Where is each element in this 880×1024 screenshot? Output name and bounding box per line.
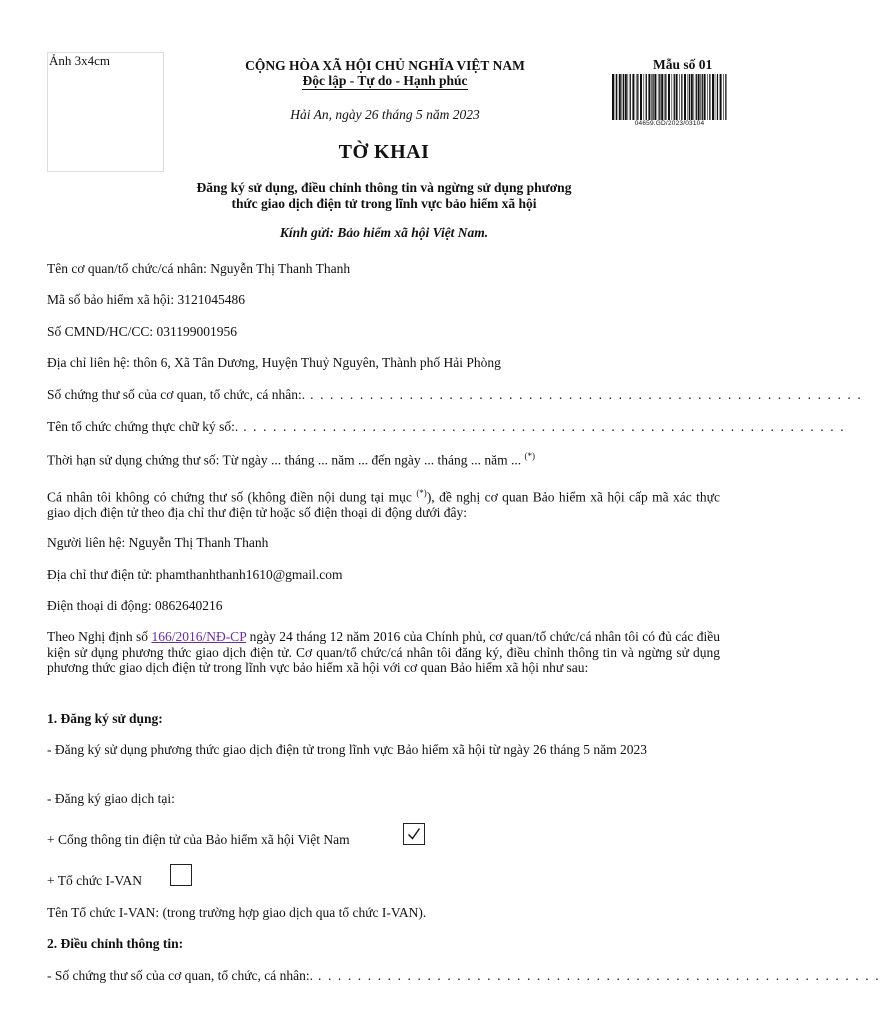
document-title: TỜ KHAI [338, 141, 430, 163]
barcode [611, 74, 728, 120]
barcode-number: 04659.GD/2023/03104 [634, 120, 705, 127]
checkmark-icon [406, 826, 422, 842]
section-2-heading: 2. Điều chỉnh thông tin: [47, 936, 184, 951]
decree-link[interactable]: 166/2016/NĐ-CP [151, 629, 247, 644]
cert-period-field [47, 451, 720, 469]
ivan-name: Tên Tổ chức I-VAN: (trong trường hợp giao dịch qua tổ chức I-VAN). [47, 905, 427, 920]
no-cert-note-mark: (*) [416, 488, 427, 498]
decree-paragraph [47, 629, 720, 676]
portal-checkbox[interactable] [403, 823, 425, 845]
addressee: Kính gửi: Bảo hiểm xã hội Việt Nam. [279, 225, 489, 240]
no-cert-note-b: ), đề nghị cơ quan Bảo hiểm xã hội cấp mã xác thực giao dịch điện tử theo địa chỉ thư điện tử hoặc số điện thoại di động dưới đây: [47, 489, 720, 520]
cert-org-dots: . . . . . . . . . . . . . . . . . . . . . . . . . . . . . . . . . . . . . . . . . . . . . . . . . . . . . . . . . . . . . [238, 419, 846, 434]
motto: Độc lập - Tự do - Hạnh phúc [302, 73, 468, 88]
contact-phone: Điện thoại di động: 0862640216 [47, 598, 223, 613]
motto-wrap [200, 73, 570, 89]
section-2-cert-field [47, 968, 880, 984]
section-1-heading: 1. Đăng ký sử dụng: [47, 711, 163, 726]
form-code: Mẫu số 01 [653, 57, 713, 72]
option-portal-label: + Cổng thông tin điện tử của Bảo hiểm xã hội Việt Nam [47, 832, 350, 847]
cert-number-dots: . . . . . . . . . . . . . . . . . . . . . . . . . . . . . . . . . . . . . . . . . . . . . . . . . . . . . . . . [305, 387, 863, 402]
cert-org-label: Tên tổ chức chứng thực chữ ký số:. [47, 419, 239, 434]
photo-label: Ảnh 3x4cm [49, 53, 111, 68]
cert-number-label: Số chứng thư số của cơ quan, tổ chức, cá nhân:. [47, 387, 306, 402]
cert-number-field [47, 387, 863, 403]
subtitle-line-2: thức giao dịch điện tử trong lĩnh vực bảo hiểm xã hội [231, 196, 537, 211]
address-field: Địa chỉ liên hệ: thôn 6, Xã Tân Dương, Huyện Thuỷ Nguyên, Thành phố Hải Phòng [47, 355, 501, 370]
subtitle-line-1: Đăng ký sử dụng, điều chỉnh thông tin và ngừng sử dụng phương [196, 180, 572, 195]
id-number-field: Số CMND/HC/CC: 031199001956 [47, 324, 238, 339]
contact-person: Người liên hệ: Nguyễn Thị Thanh Thanh [47, 535, 269, 550]
section-2-cert-label: - Số chứng thư số của cơ quan, tổ chức, cá nhân:. [47, 968, 314, 983]
ivan-checkbox[interactable] [170, 864, 192, 886]
cert-period-mark: (*) [524, 451, 535, 461]
cert-period-text: Thời hạn sử dụng chứng thư số: Từ ngày ... tháng ... năm ... đến ngày ... tháng ... năm ... [47, 452, 522, 468]
decree-before: Theo Nghị định số [47, 629, 152, 644]
cert-org-field [47, 419, 846, 435]
option-ivan-label: + Tổ chức I-VAN [47, 873, 143, 888]
no-cert-note [47, 486, 720, 521]
register-at: - Đăng ký giao dịch tại: [47, 791, 175, 806]
decree-after: ngày 24 tháng 12 năm 2016 của Chính phủ, cơ quan/tổ chức/cá nhân tôi có đủ các điều kiện sử dụng phương thức giao dịch điện tử. Cơ quan/tổ chức/cá nhân tôi đăng ký, điều chỉnh thông tin và ngừng sử dụng phương thức giao dịch điện tử trong lĩnh vực bảo hiểm xã hội với cơ quan Bảo hiểm xã hội như sau: [47, 629, 720, 675]
national-title: CỘNG HÒA XÃ HỘI CHỦ NGHĨA VIỆT NAM [245, 58, 525, 73]
insurance-code-field: Mã số bảo hiểm xã hội: 3121045486 [47, 292, 245, 307]
section-2-cert-dots: . . . . . . . . . . . . . . . . . . . . . . . . . . . . . . . . . . . . . . . . . . . . . . . . . . . . . . . . . [313, 968, 880, 983]
register-date: - Đăng ký sử dụng phương thức giao dịch điện tử trong lĩnh vực Bảo hiểm xã hội từ ngày 26 tháng 5 năm 2023 [47, 742, 647, 757]
no-cert-note-a: Cá nhân tôi không có chứng thư số (không điền nội dung tại mục [47, 489, 412, 505]
place-date: Hải An, ngày 26 tháng 5 năm 2023 [290, 107, 480, 122]
org-name-field: Tên cơ quan/tổ chức/cá nhân: Nguyễn Thị Thanh Thanh [47, 261, 351, 276]
contact-email: Địa chỉ thư điện tử: phamthanhthanh1610@gmail.com [47, 567, 343, 582]
